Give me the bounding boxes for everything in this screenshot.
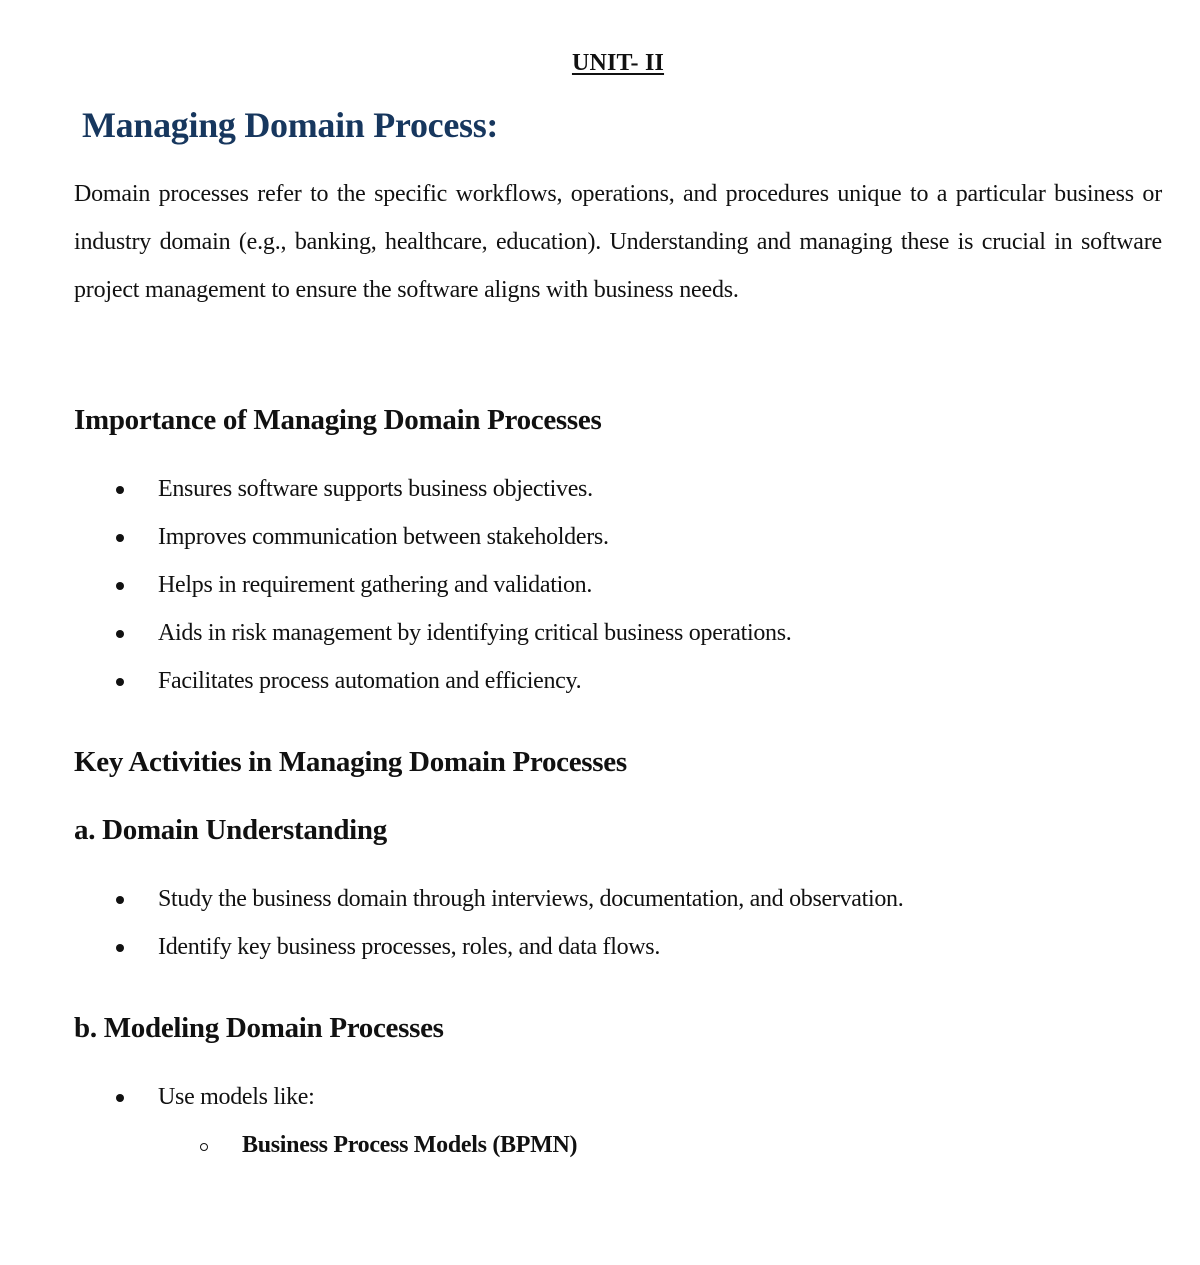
list-item-text: Study the business domain through interviews, documentation, and observation. (158, 886, 904, 912)
bullet-icon (116, 534, 124, 542)
importance-list (74, 472, 1174, 712)
domain-understanding-list (74, 882, 1174, 978)
key-activities-heading: Key Activities in Managing Domain Processes (74, 746, 627, 778)
list-item-text: Ensures software supports business objectives. (158, 476, 593, 502)
main-title: Managing Domain Process: (82, 105, 499, 145)
list-item-text: Improves communication between stakeholders. (158, 524, 609, 550)
hollow-bullet-icon (200, 1143, 208, 1151)
list-item (74, 882, 1174, 930)
bullet-icon (116, 1094, 124, 1102)
bullet-icon (116, 630, 124, 638)
list-item (74, 520, 1174, 568)
list-item (74, 568, 1174, 616)
list-item-text: Aids in risk management by identifying critical business operations. (158, 620, 792, 646)
domain-understanding-heading: a. Domain Understanding (74, 814, 387, 846)
list-item-text: Use models like: (158, 1084, 315, 1110)
bullet-icon (116, 896, 124, 904)
bullet-icon (116, 678, 124, 686)
list-item (74, 1080, 1174, 1128)
list-item (74, 616, 1174, 664)
modeling-list (74, 1080, 1174, 1128)
list-item-text: Helps in requirement gathering and validation. (158, 572, 593, 598)
list-item-text: Identify key business processes, roles, and data flows. (158, 934, 661, 960)
bullet-icon (116, 944, 124, 952)
list-item (74, 930, 1174, 978)
list-item-text: Facilitates process automation and efficiency. (158, 668, 582, 694)
sub-list-item (0, 1128, 900, 1162)
sub-list-item-text: Business Process Models (BPMN) (242, 1132, 578, 1158)
list-item (74, 472, 1174, 520)
list-item (74, 664, 1174, 712)
bullet-icon (116, 582, 124, 590)
intro-paragraph: Domain processes refer to the specific workflows, operations, and procedures unique to a particular business or industry domain (e.g., banking, healthcare, education). Understanding and managing these is crucial in software project management to ensure the software aligns with business needs. (74, 181, 1162, 303)
unit-heading: UNIT- II (571, 50, 665, 76)
importance-heading: Importance of Managing Domain Processes (74, 404, 602, 436)
modeling-heading: b. Modeling Domain Processes (74, 1012, 444, 1044)
bullet-icon (116, 486, 124, 494)
modeling-sub-list (158, 1128, 1058, 1162)
